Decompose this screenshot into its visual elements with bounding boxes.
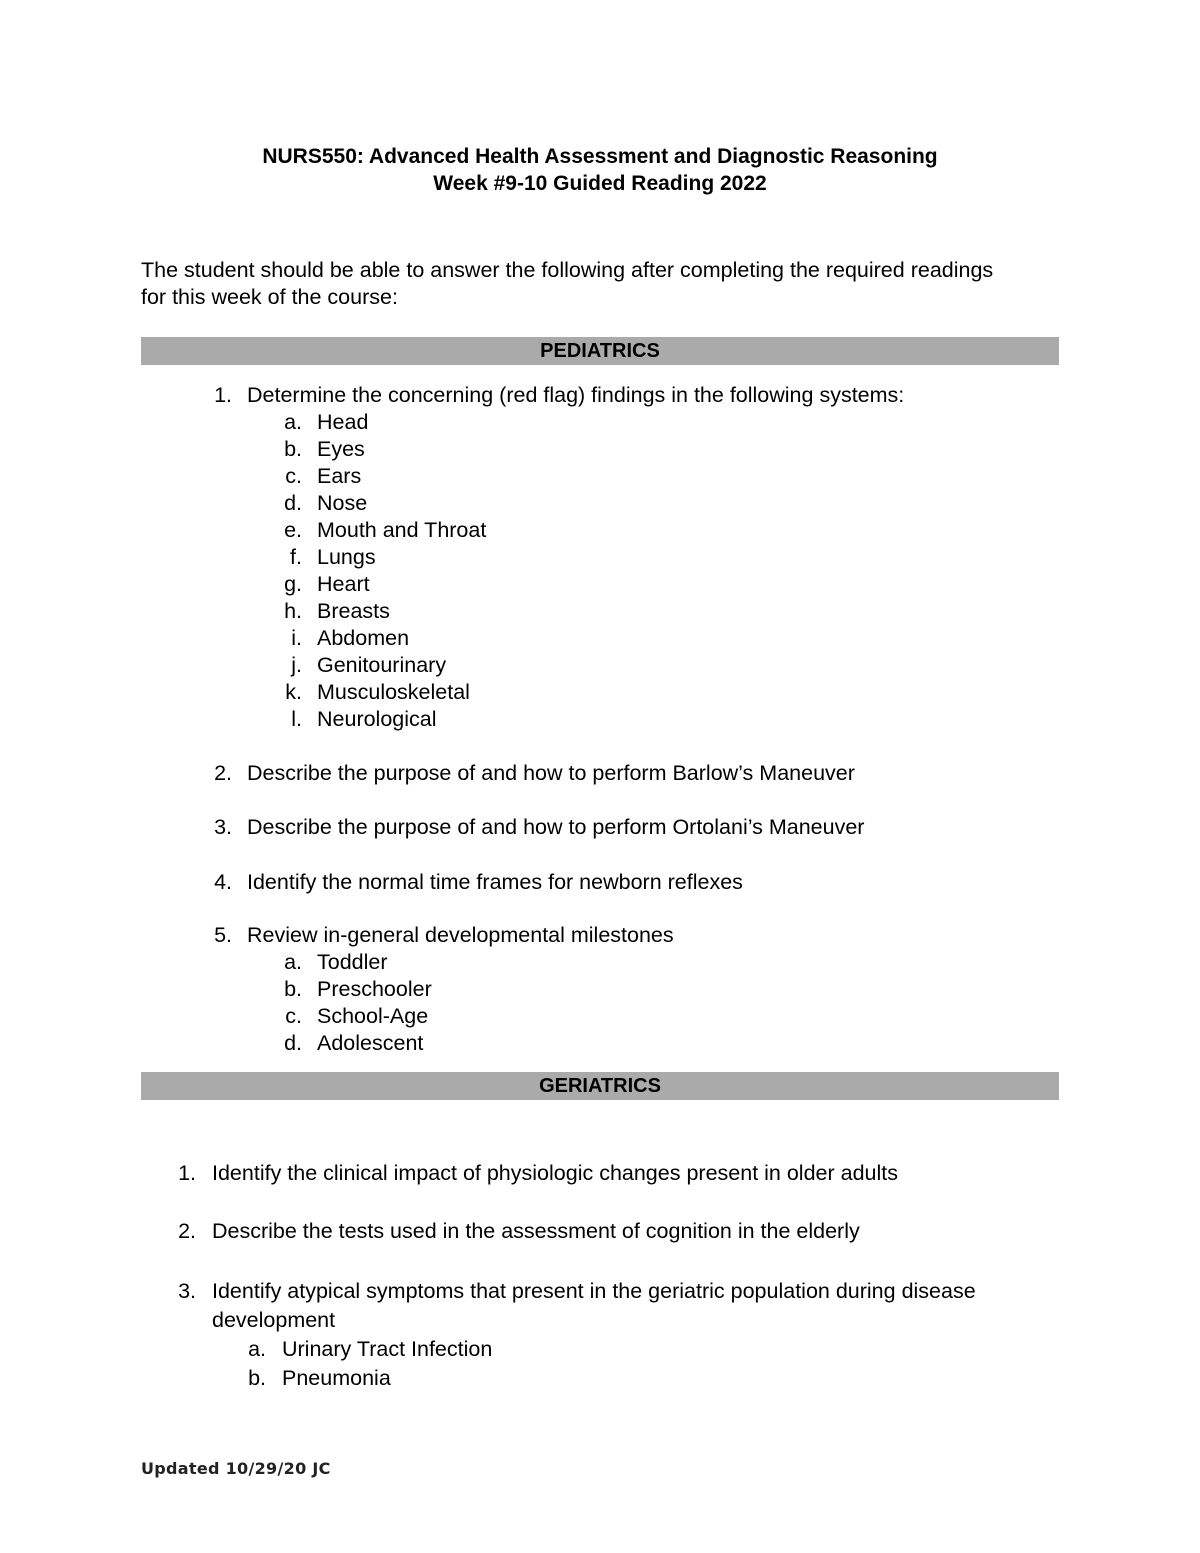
list-text: Describe the tests used in the assessment of cognition in the elderly bbox=[212, 1219, 860, 1243]
sub-list-letter: j. bbox=[291, 653, 302, 677]
sub-list-text: Breasts bbox=[317, 599, 390, 623]
sub-list-letter: e. bbox=[284, 518, 302, 542]
list-number: 3. bbox=[214, 815, 232, 839]
document-title: NURS550: Advanced Health Assessment and Diagnostic Reasoning bbox=[262, 145, 938, 168]
list-text: Determine the concerning (red flag) findings in the following systems: bbox=[247, 383, 905, 407]
sub-list-letter: d. bbox=[284, 491, 302, 515]
list-text: Describe the purpose of and how to perform Barlow’s Maneuver bbox=[247, 761, 855, 785]
sub-list-letter: g. bbox=[284, 572, 302, 596]
list-number: 2. bbox=[214, 761, 232, 785]
sub-list-text: Nose bbox=[317, 491, 368, 515]
list-text: Describe the purpose of and how to perform Ortolani’s Maneuver bbox=[247, 815, 865, 839]
list-text: development bbox=[212, 1308, 336, 1332]
intro-paragraph: The student should be able to answer the following after completing the required readings for this week of the course: bbox=[141, 258, 994, 309]
footer-updated-note: Updated 10/29/20 JC bbox=[141, 1459, 331, 1478]
list-number: 1. bbox=[214, 383, 232, 407]
sub-list-letter: a. bbox=[284, 950, 302, 974]
sub-list-text: Head bbox=[317, 410, 369, 434]
section-heading-pediatrics: PEDIATRICS bbox=[141, 337, 1059, 365]
sub-list-text: Pneumonia bbox=[282, 1366, 391, 1390]
sub-list-text: Abdomen bbox=[317, 626, 410, 650]
list-text: Identify the clinical impact of physiologic changes present in older adults bbox=[212, 1161, 898, 1185]
sub-list-text: Preschooler bbox=[317, 977, 432, 1001]
sub-list-letter: c. bbox=[285, 464, 302, 488]
list-number: 5. bbox=[214, 923, 232, 947]
sub-list-letter: c. bbox=[285, 1004, 302, 1028]
section-heading-geriatrics: GERIATRICS bbox=[141, 1072, 1059, 1100]
sub-list-text: Mouth and Throat bbox=[317, 518, 487, 542]
document-header bbox=[141, 143, 1059, 197]
sub-list-letter: b. bbox=[248, 1366, 266, 1390]
sub-list-letter: a. bbox=[284, 410, 302, 434]
sub-list-text: Eyes bbox=[317, 437, 365, 461]
sub-list-text: Genitourinary bbox=[317, 653, 447, 677]
list-number: 1. bbox=[178, 1161, 196, 1185]
document-subtitle: Week #9-10 Guided Reading 2022 bbox=[433, 172, 767, 195]
sub-list-letter: b. bbox=[284, 977, 302, 1001]
sub-list-letter: k. bbox=[285, 680, 302, 704]
sub-list-letter: l. bbox=[291, 707, 302, 731]
sub-list-letter: h. bbox=[284, 599, 302, 623]
sub-list-text: Musculoskeletal bbox=[317, 680, 470, 704]
list-number: 2. bbox=[178, 1219, 196, 1243]
list-text: Identify the normal time frames for newborn reflexes bbox=[247, 870, 743, 894]
sub-list-text: Heart bbox=[317, 572, 370, 596]
list-number: 4. bbox=[214, 870, 232, 894]
list-number: 3. bbox=[178, 1279, 196, 1303]
sub-list-letter: b. bbox=[284, 437, 302, 461]
sub-list-letter: d. bbox=[284, 1031, 302, 1055]
sub-list-text: Lungs bbox=[317, 545, 376, 569]
sub-list-text: Urinary Tract Infection bbox=[282, 1337, 493, 1361]
sub-list-letter: i. bbox=[291, 626, 302, 650]
list-text: Identify atypical symptoms that present in the geriatric population during disease bbox=[212, 1279, 976, 1303]
sub-list-text: Neurological bbox=[317, 707, 437, 731]
sub-list-text: School-Age bbox=[317, 1004, 429, 1028]
sub-list-letter: a. bbox=[248, 1337, 266, 1361]
sub-list-text: Adolescent bbox=[317, 1031, 424, 1055]
sub-list-text: Ears bbox=[317, 464, 362, 488]
list-text: Review in-general developmental milestones bbox=[247, 923, 674, 947]
sub-list-letter: f. bbox=[290, 545, 302, 569]
sub-list-text: Toddler bbox=[317, 950, 388, 974]
